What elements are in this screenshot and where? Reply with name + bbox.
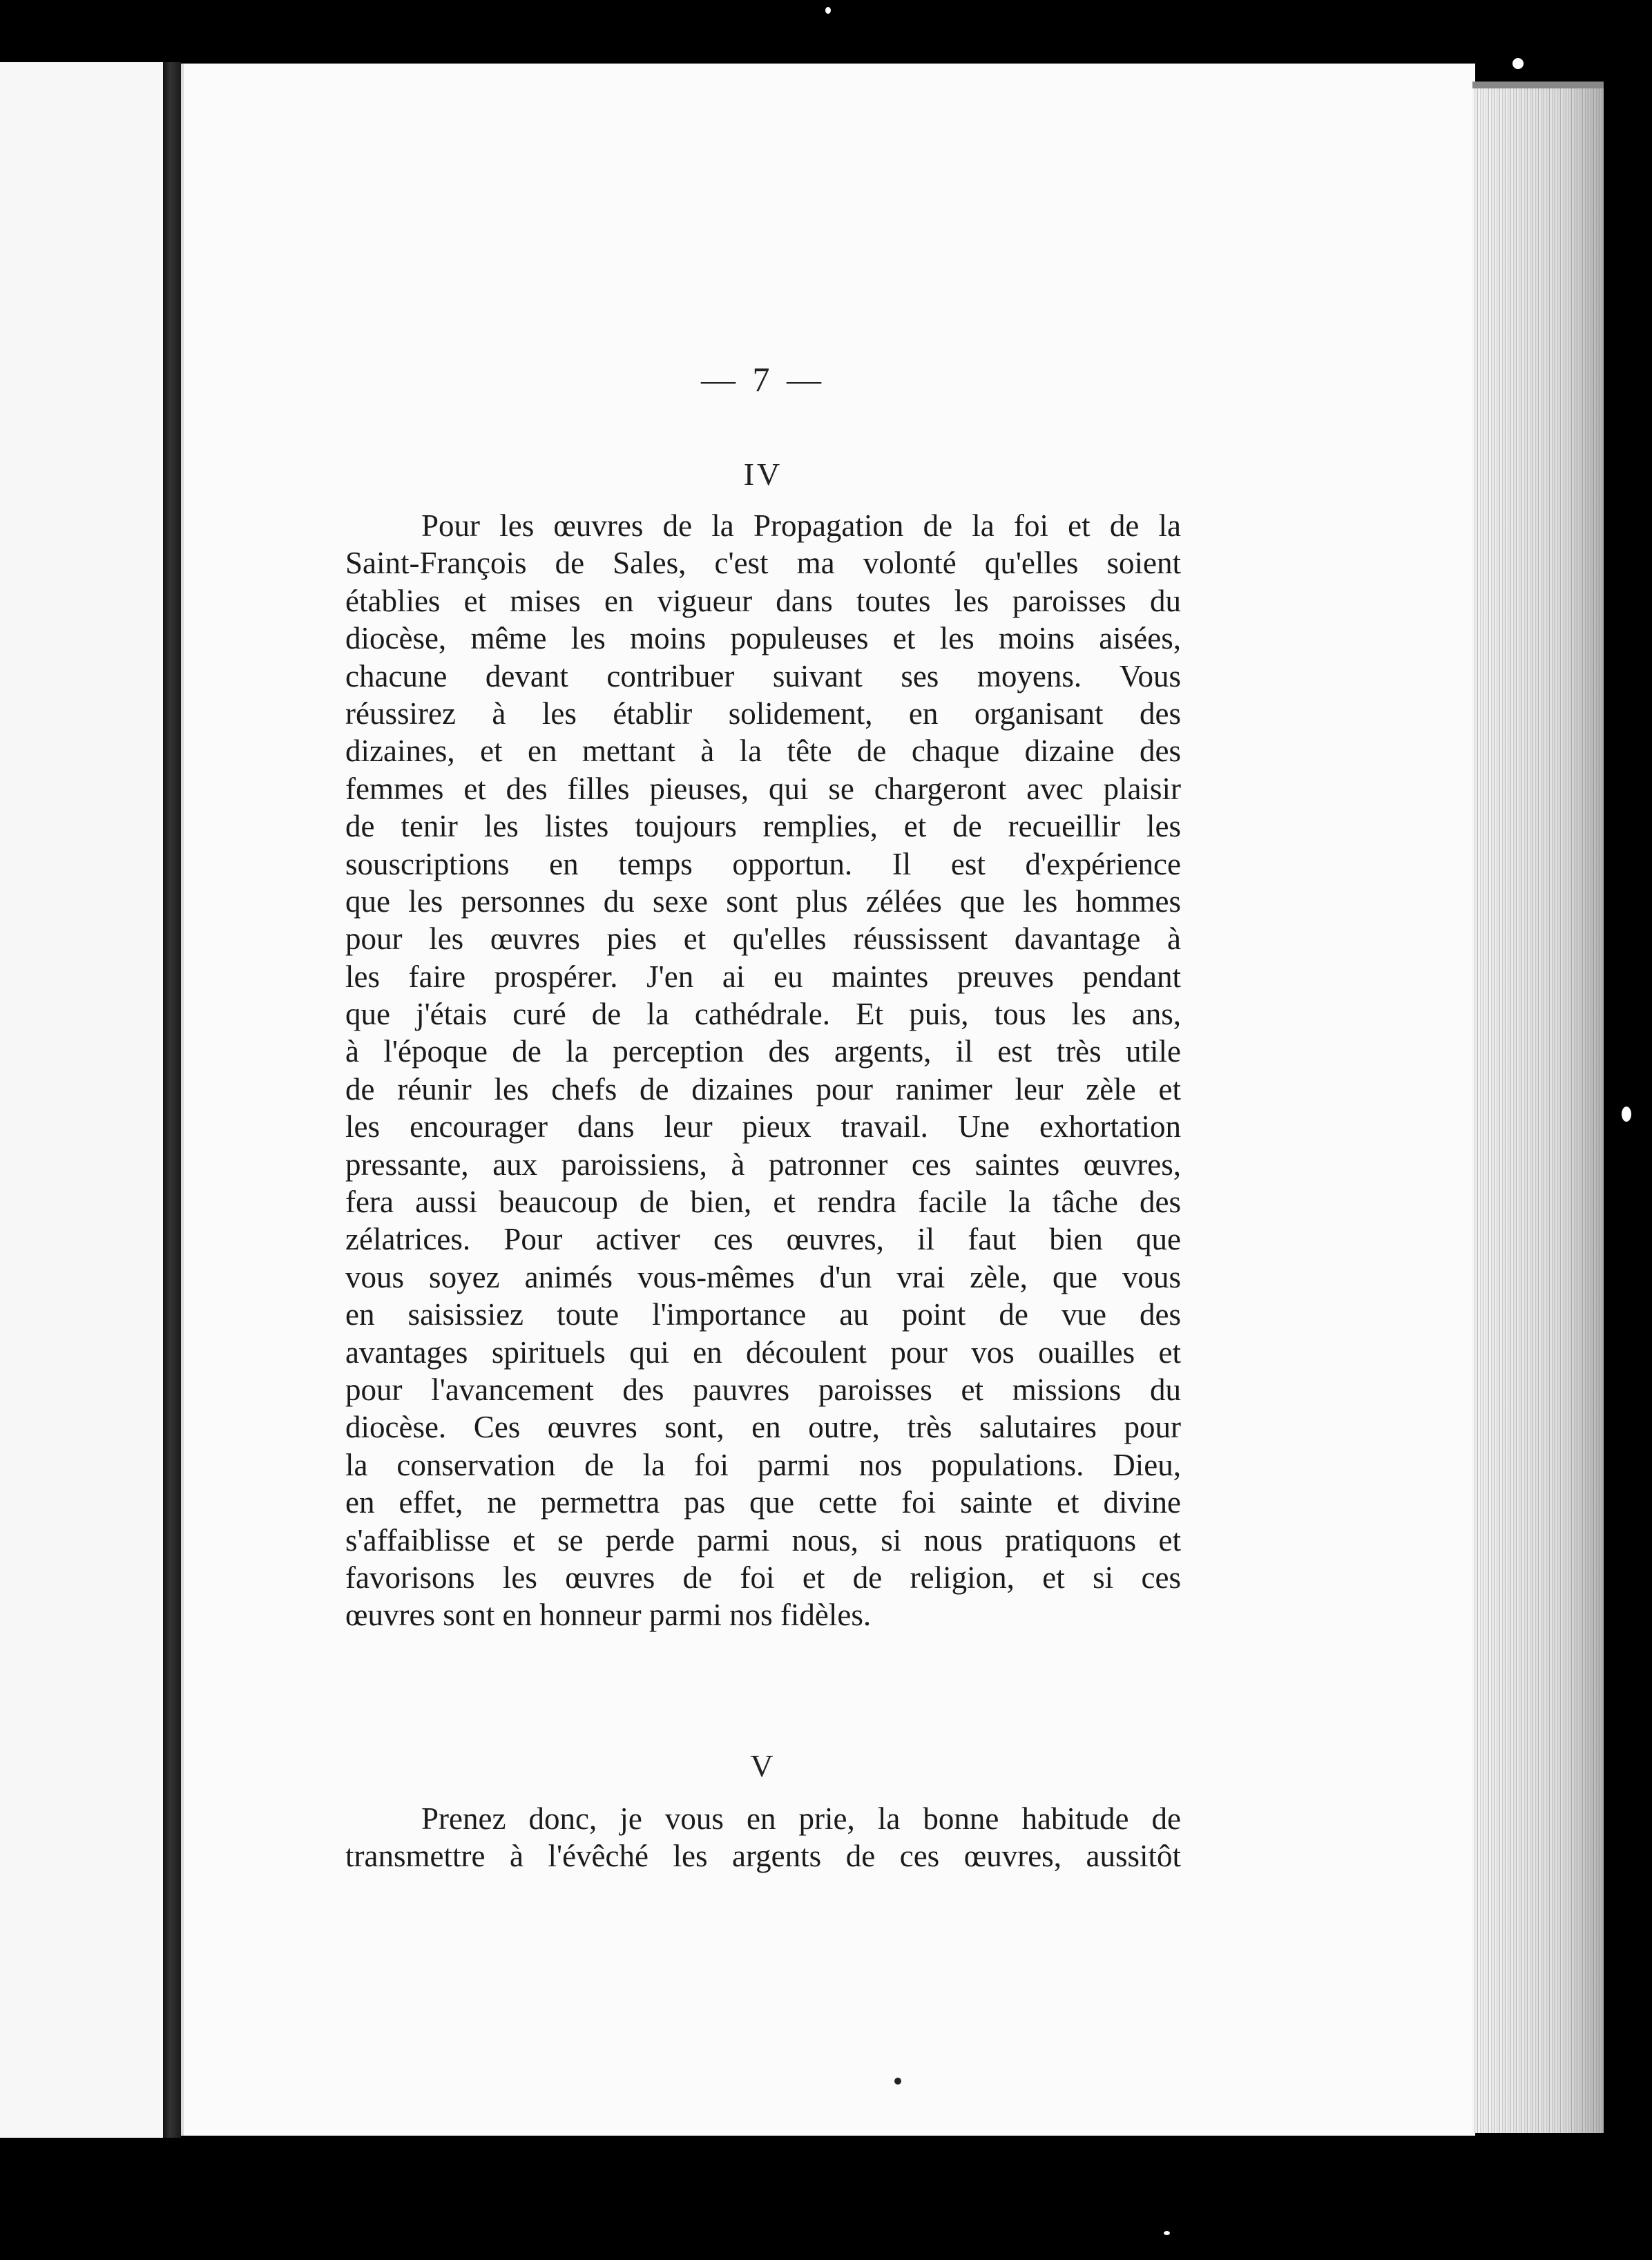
page-number: — 7 — [701, 360, 825, 399]
text-line: les faire prospérer. J'en ai eu maintes preuves pendant [345, 959, 1181, 994]
scan-speck [1622, 1107, 1631, 1122]
text-line: en saisissiez toute l'importance au point de vue des [345, 1297, 1181, 1332]
facing-page-edge [0, 62, 167, 2138]
text-line: Saint-François de Sales, c'est ma volonté qu'elles soient [345, 546, 1181, 581]
text-line: Pour les œuvres de la Propagation de la foi et de la [421, 508, 1181, 543]
text-line: vous soyez animés vous-mêmes d'un vrai zèle, que vous [345, 1259, 1181, 1294]
text-line: que j'étais curé de la cathédrale. Et puis, tous les ans, [345, 997, 1181, 1032]
section-v-paragraph [345, 1800, 1181, 1875]
text-line: femmes et des filles pieuses, qui se chargeront avec plaisir [345, 771, 1181, 806]
page-dot-mark [894, 2078, 901, 2085]
section-heading-v: V [750, 1748, 776, 1783]
scan-speck [1512, 58, 1524, 69]
scan-speck [1164, 2231, 1170, 2235]
text-line: s'affaiblisse et se perde parmi nous, si nous pratiquons et [345, 1522, 1181, 1558]
page-block-top-edge [1472, 82, 1604, 88]
text-line: de tenir les listes toujours remplies, et de recueillir les [345, 809, 1181, 844]
text-line: transmettre à l'évêché les argents de ces œuvres, aussitôt [345, 1839, 1181, 1874]
text-line: pour l'avancement des pauvres paroisses et missions du [345, 1372, 1181, 1407]
text-line: diocèse, même les moins populeuses et les moins aisées, [345, 621, 1181, 656]
text-line: à l'époque de la perception des argents, il est très utile [345, 1034, 1181, 1069]
text-line: fera aussi beaucoup de bien, et rendra facile la tâche des [345, 1185, 1181, 1220]
text-line: Prenez donc, je vous en prie, la bonne habitude de [421, 1801, 1181, 1836]
text-line: pour les œuvres pies et qu'elles réussissent davantage à [345, 921, 1181, 957]
text-line: la conservation de la foi parmi nos populations. Dieu, [345, 1447, 1181, 1482]
text-line: en effet, ne permettra pas que cette foi sainte et divine [345, 1485, 1181, 1520]
text-line: les encourager dans leur pieux travail. Une exhortation [345, 1109, 1181, 1145]
text-line: réussirez à les établir solidement, en organisant des [345, 696, 1181, 731]
text-line: diocèse. Ces œuvres sont, en outre, très salutaires pour [345, 1410, 1181, 1445]
text-line: pressante, aux paroissiens, à patronner ces saintes œuvres, [345, 1147, 1181, 1182]
text-line: souscriptions en temps opportun. Il est d'expérience [345, 846, 1181, 881]
text-line: dizaines, et en mettant à la tête de chaque dizaine des [345, 734, 1181, 769]
text-line: que les personnes du sexe sont plus zélées que les hommes [345, 883, 1181, 919]
text-line: favorisons les œuvres de foi et de religion, et si ces [345, 1560, 1181, 1595]
text-line: établies et mises en vigueur dans toutes les paroisses du [345, 583, 1181, 618]
section-iv-paragraph [345, 507, 1181, 1634]
text-line: chacune devant contribuer suivant ses moyens. Vous [345, 658, 1181, 693]
text-line: œuvres sont en honneur parmi nos fidèles. [345, 1598, 872, 1633]
book-gutter [163, 62, 181, 2138]
page-block-shade [1472, 82, 1604, 2133]
text-line: zélatrices. Pour activer ces œuvres, il faut bien que [345, 1222, 1181, 1257]
section-heading-iv: IV [743, 457, 783, 492]
text-line: avantages spirituels qui en découlent pour vos ouailles et [345, 1334, 1181, 1370]
scan-speck [825, 7, 831, 14]
text-line: de réunir les chefs de dizaines pour ranimer leur zèle et [345, 1071, 1181, 1107]
